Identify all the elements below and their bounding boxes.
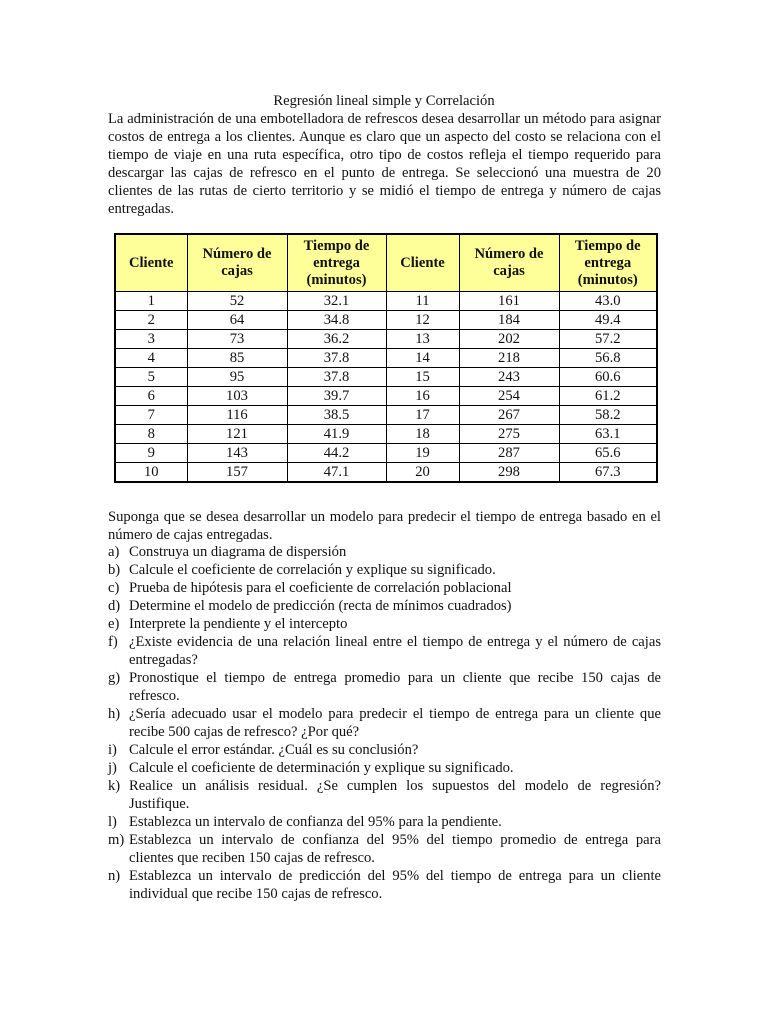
question-label: f) (108, 634, 118, 650)
question-list (108, 543, 661, 903)
data-table (114, 233, 658, 483)
question-text: Calcule el error estándar. ¿Cuál es su conclusión? (129, 742, 419, 758)
table-cell: 52 (187, 292, 287, 311)
header-tiempo-entrega: Tiempo de entrega (minutos) (287, 234, 386, 292)
table-cell: 44.2 (287, 444, 386, 463)
question-label: a) (108, 544, 120, 560)
question-label: i) (108, 742, 117, 758)
question-text: Interprete la pendiente y el intercepto (129, 616, 348, 632)
table-cell: 60.6 (559, 368, 657, 387)
table-cell: 20 (386, 463, 459, 483)
question-text: Pronostique el tiempo de entrega promedio para un cliente que recibe 150 cajas de refresco. (129, 670, 661, 704)
table-cell: 298 (459, 463, 559, 483)
table-cell: 16 (386, 387, 459, 406)
document-title: Regresión lineal simple y Correlación (273, 93, 495, 109)
table-cell: 184 (459, 311, 559, 330)
question-item (108, 831, 661, 867)
table-cell: 8 (115, 425, 187, 444)
table-cell: 36.2 (287, 330, 386, 349)
table-cell: 38.5 (287, 406, 386, 425)
question-item (108, 669, 661, 705)
table-cell: 267 (459, 406, 559, 425)
question-label: k) (108, 778, 121, 794)
table-cell: 10 (115, 463, 187, 483)
table-cell: 18 (386, 425, 459, 444)
question-item (108, 561, 661, 579)
table-cell: 37.8 (287, 349, 386, 368)
table-cell: 34.8 (287, 311, 386, 330)
table-row (115, 292, 657, 311)
table-header-row (115, 234, 657, 292)
table-cell: 32.1 (287, 292, 386, 311)
table-cell: 4 (115, 349, 187, 368)
table-row (115, 330, 657, 349)
table-cell: 6 (115, 387, 187, 406)
question-label: b) (108, 562, 121, 578)
question-item (108, 615, 661, 633)
table-cell: 85 (187, 349, 287, 368)
table-cell: 116 (187, 406, 287, 425)
table-cell: 243 (459, 368, 559, 387)
table-cell: 12 (386, 311, 459, 330)
table-cell: 1 (115, 292, 187, 311)
table-cell: 11 (386, 292, 459, 311)
table-row (115, 463, 657, 483)
table-cell: 14 (386, 349, 459, 368)
question-label: c) (108, 580, 120, 596)
table-cell: 56.8 (559, 349, 657, 368)
question-label: e) (108, 616, 120, 632)
question-text: Prueba de hipótesis para el coeficiente de correlación poblacional (129, 580, 512, 596)
table-cell: 37.8 (287, 368, 386, 387)
table-cell: 5 (115, 368, 187, 387)
table-cell: 161 (459, 292, 559, 311)
question-item (108, 543, 661, 561)
table-cell: 39.7 (287, 387, 386, 406)
question-text: ¿Existe evidencia de una relación lineal entre el tiempo de entrega y el número de cajas entregadas? (129, 634, 661, 668)
question-item (108, 633, 661, 669)
question-label: l) (108, 814, 117, 830)
table-cell: 157 (187, 463, 287, 483)
table-cell: 202 (459, 330, 559, 349)
question-item (108, 759, 661, 777)
table-cell: 73 (187, 330, 287, 349)
table-cell: 275 (459, 425, 559, 444)
table-cell: 61.2 (559, 387, 657, 406)
header-tiempo-entrega: Tiempo de entrega (minutos) (559, 234, 657, 292)
table-cell: 2 (115, 311, 187, 330)
table-cell: 41.9 (287, 425, 386, 444)
table-row (115, 387, 657, 406)
header-cliente: Cliente (386, 234, 459, 292)
header-numero-cajas: Número de cajas (187, 234, 287, 292)
table-cell: 3 (115, 330, 187, 349)
question-label: d) (108, 598, 121, 614)
table-cell: 287 (459, 444, 559, 463)
table-row (115, 444, 657, 463)
question-text: Establezca un intervalo de predicción del 95% del tiempo de entrega para un cliente individual que recibe 150 cajas de refresco. (129, 868, 661, 902)
table-cell: 13 (386, 330, 459, 349)
table-cell: 64 (187, 311, 287, 330)
question-label: j) (108, 760, 117, 776)
question-item (108, 741, 661, 759)
question-text: Calcule el coeficiente de correlación y explique su significado. (129, 562, 496, 578)
table-cell: 143 (187, 444, 287, 463)
question-text: Establezca un intervalo de confianza del 95% para la pendiente. (129, 814, 502, 830)
table-cell: 218 (459, 349, 559, 368)
question-text: Realice un análisis residual. ¿Se cumplen los supuestos del modelo de regresión? Justifique. (129, 778, 661, 812)
table-row (115, 368, 657, 387)
table-row (115, 406, 657, 425)
table-cell: 49.4 (559, 311, 657, 330)
questions-intro: Suponga que se desea desarrollar un modelo para predecir el tiempo de entrega basado en el número de cajas entregadas. (108, 509, 661, 543)
question-item (108, 579, 661, 597)
table-cell: 254 (459, 387, 559, 406)
table-row (115, 425, 657, 444)
table-cell: 58.2 (559, 406, 657, 425)
question-label: h) (108, 706, 121, 722)
table-cell: 103 (187, 387, 287, 406)
question-text: Determine el modelo de predicción (recta de mínimos cuadrados) (129, 598, 512, 614)
table-cell: 95 (187, 368, 287, 387)
table-cell: 7 (115, 406, 187, 425)
question-item (108, 705, 661, 741)
table-cell: 67.3 (559, 463, 657, 483)
intro-paragraph: La administración de una embotelladora de refrescos desea desarrollar un método para asignar costos de entrega a los clientes. Aunque es claro que un aspecto del costo se relaciona con el tiempo de viaje en una ruta específica, otro tipo de costos refleja el tiempo requerido para descargar las cajas de refresco en el punto de entrega. Se seleccionó una muestra de 20 clientes de las rutas de cierto territorio y se midió el tiempo de entrega y número de cajas entregadas. (108, 111, 661, 217)
question-text: Calcule el coeficiente de determinación y explique su significado. (129, 760, 514, 776)
question-item (108, 597, 661, 615)
table-cell: 17 (386, 406, 459, 425)
header-numero-cajas: Número de cajas (459, 234, 559, 292)
question-text: Establezca un intervalo de confianza del 95% del tiempo promedio de entrega para clientes que reciben 150 cajas de refresco. (129, 832, 661, 866)
table-row (115, 311, 657, 330)
table-cell: 57.2 (559, 330, 657, 349)
question-text: Construya un diagrama de dispersión (129, 544, 347, 560)
header-cliente: Cliente (115, 234, 187, 292)
table-cell: 43.0 (559, 292, 657, 311)
question-item (108, 813, 661, 831)
table-cell: 19 (386, 444, 459, 463)
table-cell: 47.1 (287, 463, 386, 483)
question-label: m) (108, 832, 125, 848)
question-label: n) (108, 868, 121, 884)
question-item (108, 867, 661, 903)
table-cell: 121 (187, 425, 287, 444)
table-cell: 65.6 (559, 444, 657, 463)
table-cell: 9 (115, 444, 187, 463)
question-label: g) (108, 670, 121, 686)
question-text: ¿Sería adecuado usar el modelo para predecir el tiempo de entrega para un cliente que recibe 500 cajas de refresco? ¿Por qué? (129, 706, 661, 740)
table-cell: 63.1 (559, 425, 657, 444)
question-item (108, 777, 661, 813)
table-row (115, 349, 657, 368)
table-cell: 15 (386, 368, 459, 387)
